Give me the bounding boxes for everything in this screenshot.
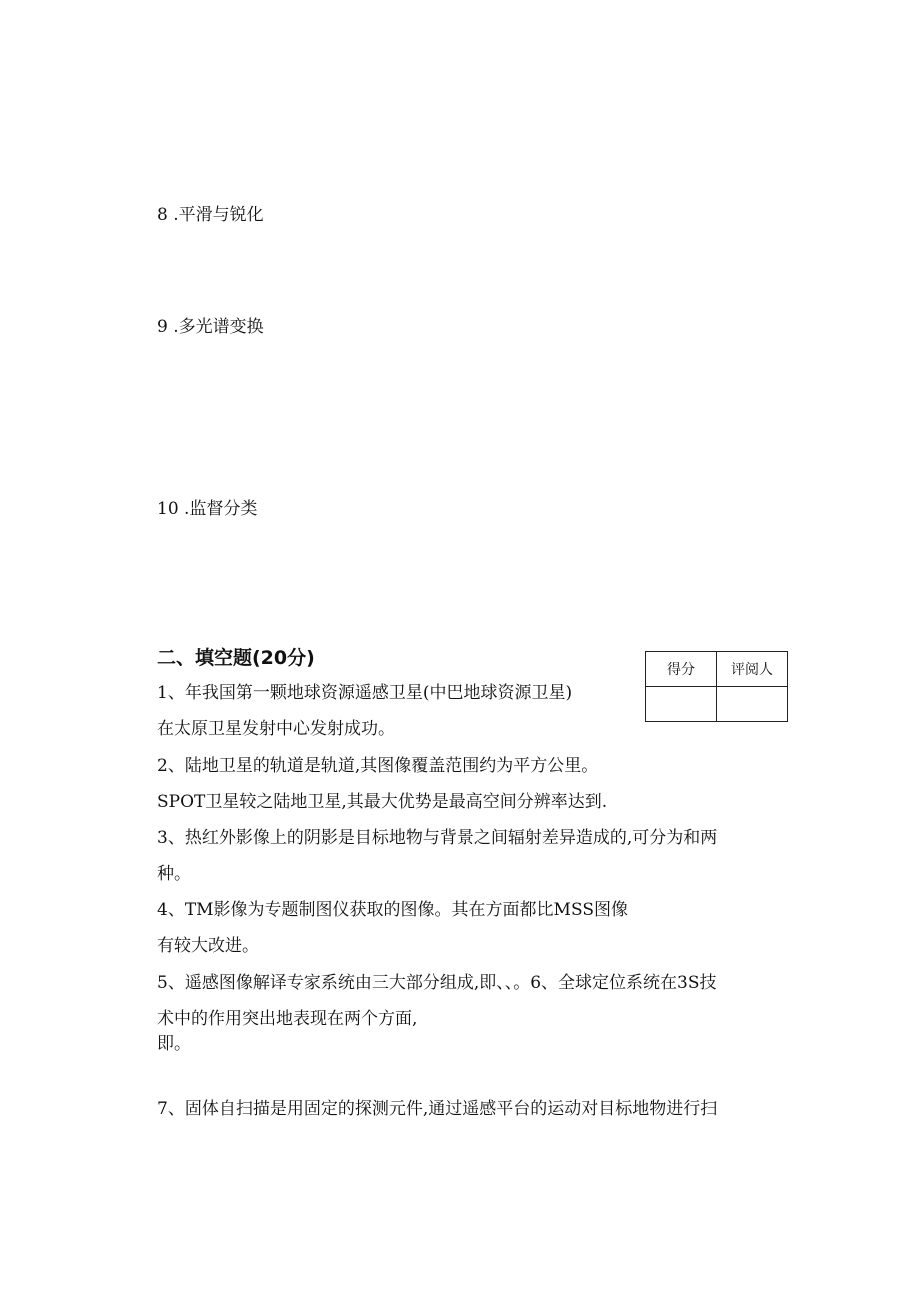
term-10 [157,497,257,521]
term-text: .监督分类 [184,499,258,519]
question-line: 5、遥感图像解译专家系统由三大部分组成,即、、。6、全球定位系统在3S技 [157,973,717,993]
question-line: 2、陆地卫星的轨道是轨道,其图像覆盖范围约为平方公里。 [157,756,599,776]
question-line: 有较大改进。 [157,936,259,956]
term-number: 9 [157,317,168,337]
term-number: 10 [157,499,179,519]
question-line: 7、固体自扫描是用固定的探测元件,通过遥感平台的运动对目标地物进行扫 [157,1099,718,1119]
question-line: 即。 [157,1034,191,1054]
question-line: 在太原卫星发射中心发射成功。 [157,719,395,739]
section-heading: 二、填空题(20分) [157,647,315,669]
question-line: 1、年我国第一颗地球资源遥感卫星(中巴地球资源卫星) [157,683,573,703]
term-8 [157,203,264,227]
question-line: 3、热红外影像上的阴影是目标地物与背景之间辐射差异造成的,可分为和两 [157,828,718,848]
question-line: 术中的作用突出地表现在两个方面, [157,1009,418,1029]
question-line: 种。 [157,864,191,884]
score-cell[interactable] [646,687,717,722]
score-header: 得分 [646,652,717,687]
reviewer-cell[interactable] [717,687,788,722]
question-line: 4、TM影像为专题制图仪获取的图像。其在方面都比MSS图像 [157,900,628,920]
term-number: 8 [157,205,168,225]
term-text: .多光谱变换 [173,317,264,337]
score-table [645,651,788,722]
reviewer-header: 评阅人 [717,652,788,687]
term-text: .平滑与锐化 [173,205,264,225]
question-line: SPOT卫星较之陆地卫星,其最大优势是最高空间分辨率达到. [157,792,608,812]
term-9 [157,315,264,339]
